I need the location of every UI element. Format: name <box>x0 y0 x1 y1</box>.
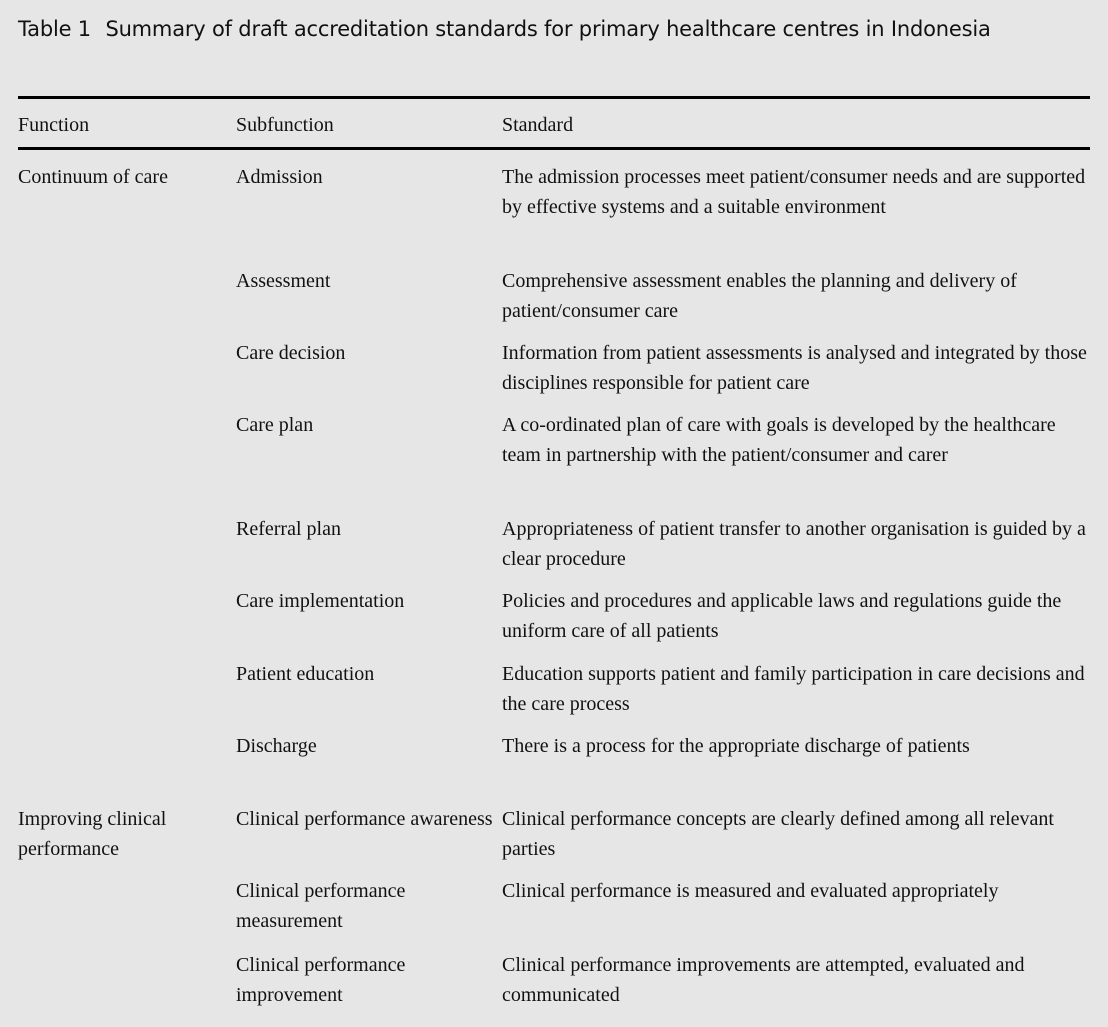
header-standard: Standard <box>502 114 574 136</box>
cell-subfunction: Assessment <box>236 270 331 292</box>
table-header-rule <box>18 147 1090 150</box>
cell-subfunction: Referral plan <box>236 518 341 540</box>
cell-function: Continuum of care <box>18 166 168 188</box>
cell-subfunction: Patient education <box>236 663 375 685</box>
cell-subfunction: Discharge <box>236 735 317 757</box>
cell-standard: Appropriateness of patient transfer to another organisation is guided by a clear procedure <box>502 518 1086 570</box>
table-caption-text: Summary of draft accreditation standards for primary healthcare centres in Indonesia <box>105 17 991 41</box>
cell-function: Improving clinical performance <box>18 808 167 860</box>
cell-standard: The admission processes meet patient/consumer needs and are supported by effective systems and a suitable environment <box>502 166 1086 218</box>
header-function: Function <box>18 114 90 136</box>
cell-subfunction: Care decision <box>236 342 346 364</box>
table-header-row <box>18 110 1090 140</box>
cell-standard: Policies and procedures and applicable laws and regulations guide the uniform care of all patients <box>502 590 1062 642</box>
cell-subfunction: Care implementation <box>236 590 405 612</box>
header-subfunction: Subfunction <box>236 114 334 136</box>
cell-standard: A co-ordinated plan of care with goals is developed by the healthcare team in partnership with the patient/consumer and carer <box>502 414 1056 466</box>
cell-subfunction: Clinical performance improvement <box>236 954 406 1006</box>
cell-standard: Information from patient assessments is analysed and integrated by those disciplines responsible for patient care <box>502 342 1087 394</box>
cell-subfunction: Admission <box>236 166 323 188</box>
table-caption <box>18 14 1018 44</box>
cell-standard: Education supports patient and family participation in care decisions and the care process <box>502 663 1085 715</box>
table-top-rule <box>18 96 1090 99</box>
cell-standard: Clinical performance improvements are attempted, evaluated and communicated <box>502 954 1025 1006</box>
cell-standard: There is a process for the appropriate discharge of patients <box>502 735 970 757</box>
cell-subfunction: Clinical performance awareness <box>236 808 493 830</box>
cell-standard: Clinical performance concepts are clearly defined among all relevant parties <box>502 808 1054 860</box>
cell-subfunction: Care plan <box>236 414 314 436</box>
cell-subfunction: Clinical performance measurement <box>236 880 406 932</box>
table-label: Table 1 <box>18 17 91 41</box>
cell-standard: Comprehensive assessment enables the planning and delivery of patient/consumer care <box>502 270 1017 322</box>
cell-standard: Clinical performance is measured and evaluated appropriately <box>502 880 999 902</box>
